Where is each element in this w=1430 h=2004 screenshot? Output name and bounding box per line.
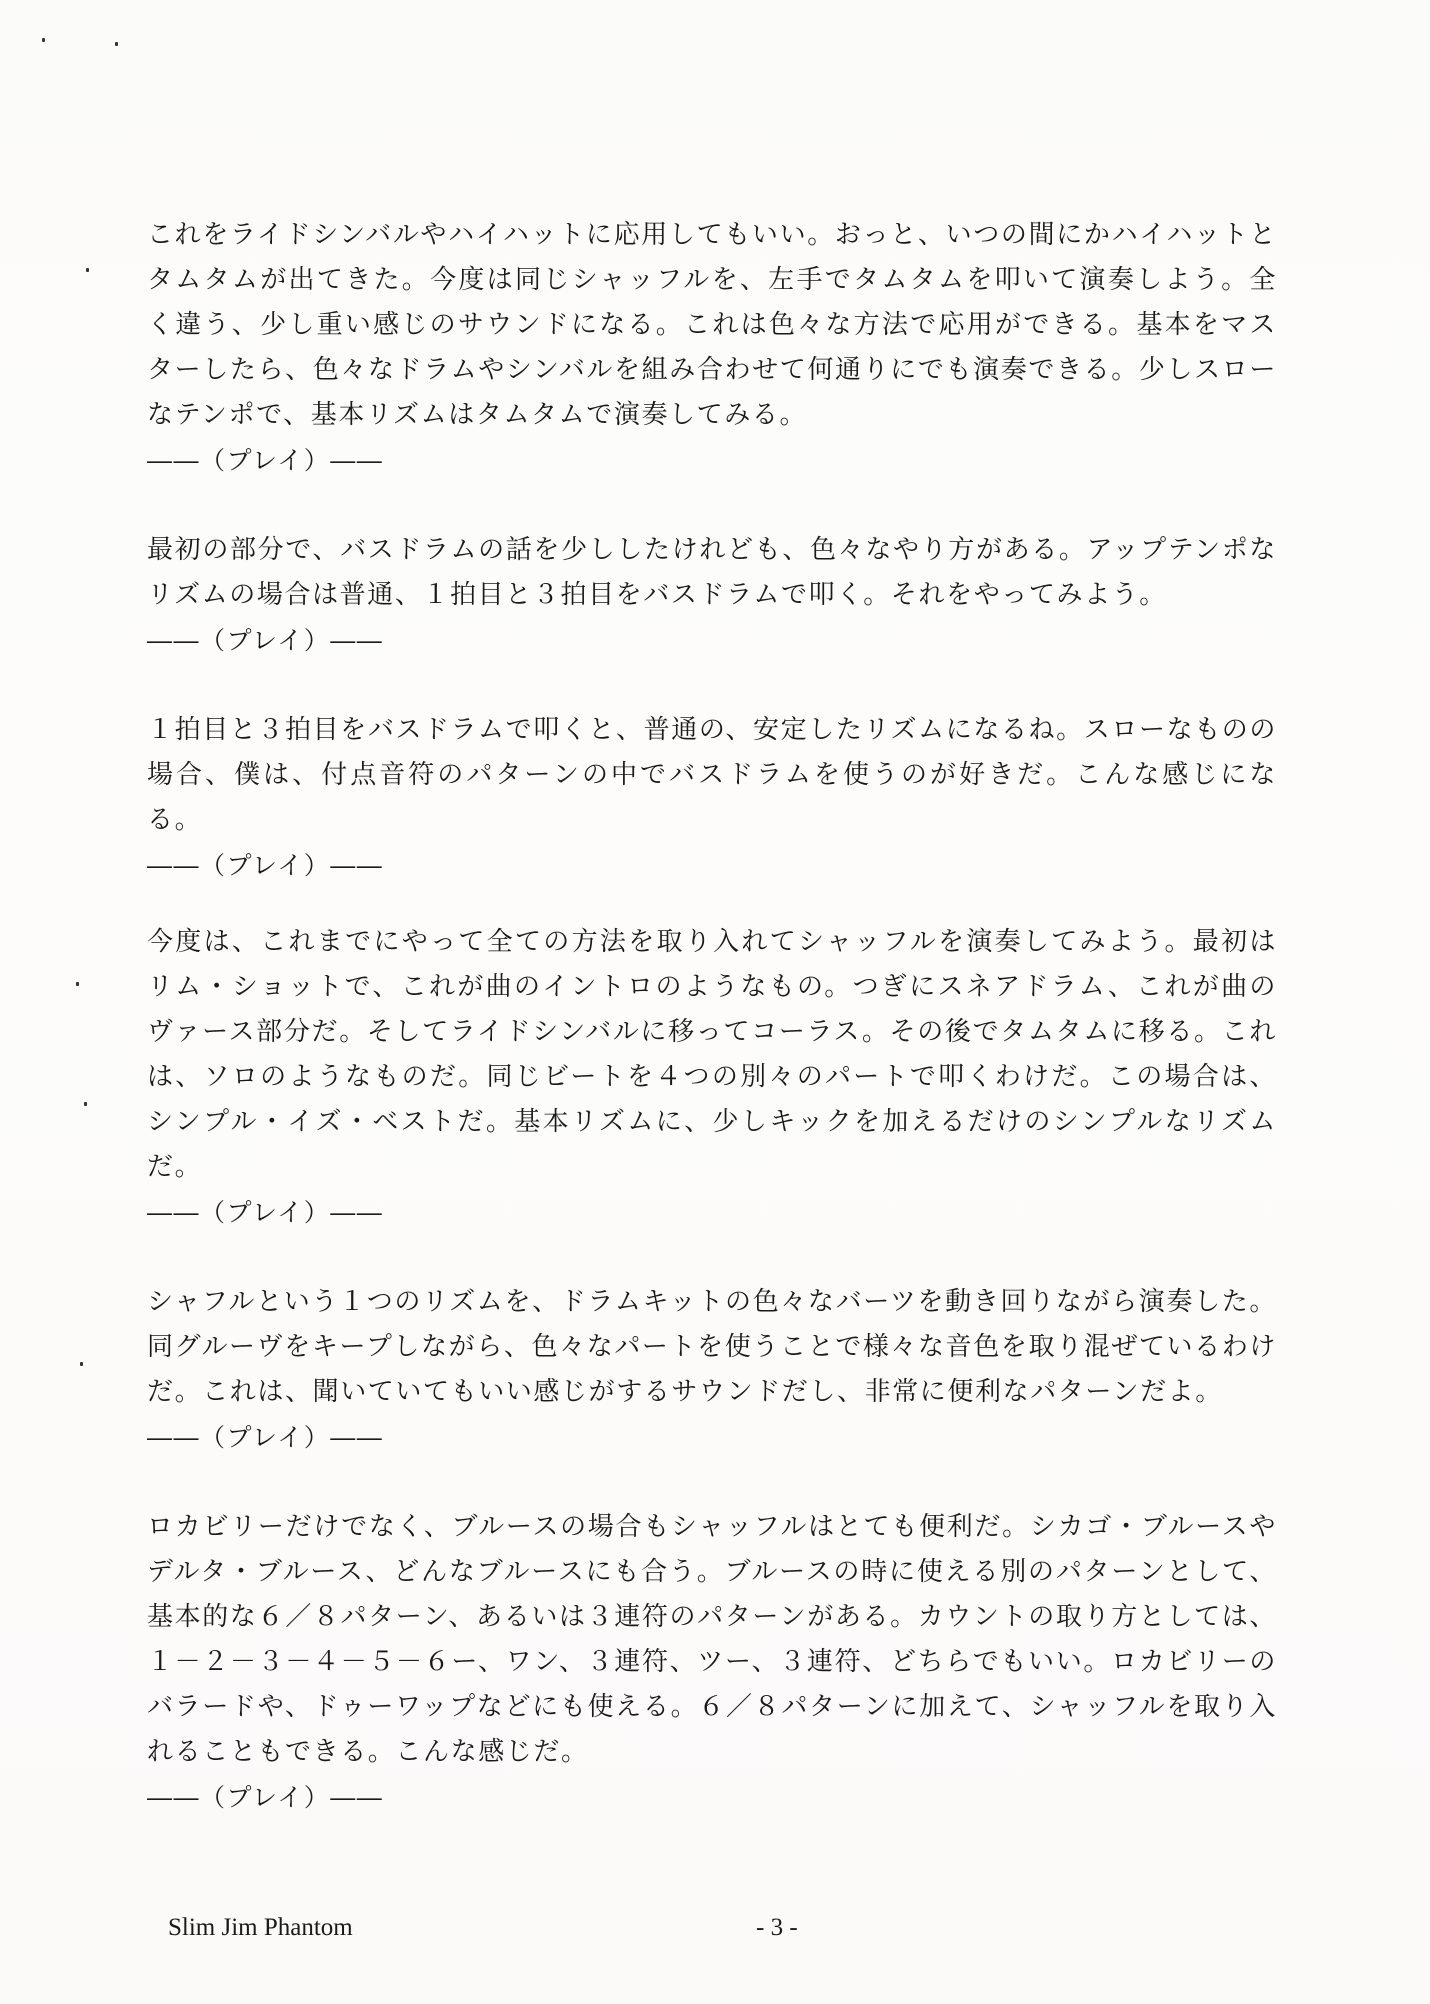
- paragraph-6: ロカビリーだけでなく、ブルースの場合もシャッフルはとても便利だ。シカゴ・ブルースやデルタ・ブルース、どんなブルースにも合う。ブルースの時に使える別のパターンとして、基本的な６／８パターン、あるいは３連符のパターンがある。カウントの取り方としては、１－２－３－４－５－６ー、ワン、３連符、ツー、３連符、どちらでもいい。ロカビリーのバラードや、ドゥーワップなどにも使える。６／８パターンに加えて、シャッフルを取り入れることもできる。こんな感じだ。: [147, 1512, 1277, 1767]
- scan-speck: [115, 42, 118, 46]
- paragraph-3: １拍目と３拍目をバスドラムで叩くと、普通の、安定したリズムになるね。スローなものの場合、僕は、付点音符のパターンの中でバスドラムを使うのが好きだ。こんな感じになる。: [147, 715, 1277, 835]
- scan-speck: [86, 268, 89, 272]
- play-marker-1: ――（プレイ）――: [147, 446, 384, 475]
- paragraph-5: シャフルという１つのリズムを、ドラムキットの色々なバーツを動き回りながら演奏した。同グルーヴをキープしながら、色々なパートを使うことで様々な音色を取り混ぜているわけだ。これは、聞いていてもいい感じがするサウンドだし、非常に便利なパターンだよ。: [147, 1287, 1277, 1407]
- play-marker-2: ――（プレイ）――: [147, 626, 384, 655]
- page-number: - 3 -: [756, 1914, 798, 1941]
- scan-speck: [42, 38, 45, 42]
- scan-speck: [84, 1102, 87, 1106]
- scan-speck: [76, 982, 79, 986]
- footer-author: Slim Jim Phantom: [168, 1914, 353, 1941]
- play-marker-5: ――（プレイ）――: [147, 1423, 384, 1452]
- paragraph-1: これをライドシンバルやハイハットに応用してもいい。おっと、いつの間にかハイハットとタムタムが出てきた。今度は同じシャッフルを、左手でタムタムを叩いて演奏しよう。全く違う、少し重い感じのサウンドになる。これは色々な方法で応用ができる。基本をマスターしたら、色々なドラムやシンバルを組み合わせて何通りにでも演奏できる。少しスローなテンポで、基本リズムはタムタムで演奏してみる。: [147, 220, 1277, 430]
- play-marker-3: ――（プレイ）――: [147, 851, 384, 880]
- play-marker-6: ――（プレイ）――: [147, 1783, 384, 1812]
- scan-speck: [80, 1362, 83, 1366]
- body-text: [147, 213, 1277, 1820]
- paragraph-2: 最初の部分で、バスドラムの話を少ししたけれども、色々なやり方がある。アップテンポなリズムの場合は普通、１拍目と３拍目をバスドラムで叩く。それをやってみよう。: [147, 535, 1277, 610]
- play-marker-4: ――（プレイ）――: [147, 1198, 384, 1227]
- paragraph-4: 今度は、これまでにやって全ての方法を取り入れてシャッフルを演奏してみよう。最初はリム・ショットで、これが曲のイントロのようなもの。つぎにスネアドラム、これが曲のヴァース部分だ。そしてライドシンバルに移ってコーラス。その後でタムタムに移る。これは、ソロのようなものだ。同じビートを４つの別々のパートで叩くわけだ。この場合は、シンプル・イズ・ベストだ。基本リズムに、少しキックを加えるだけのシンプルなリズムだ。: [147, 927, 1277, 1182]
